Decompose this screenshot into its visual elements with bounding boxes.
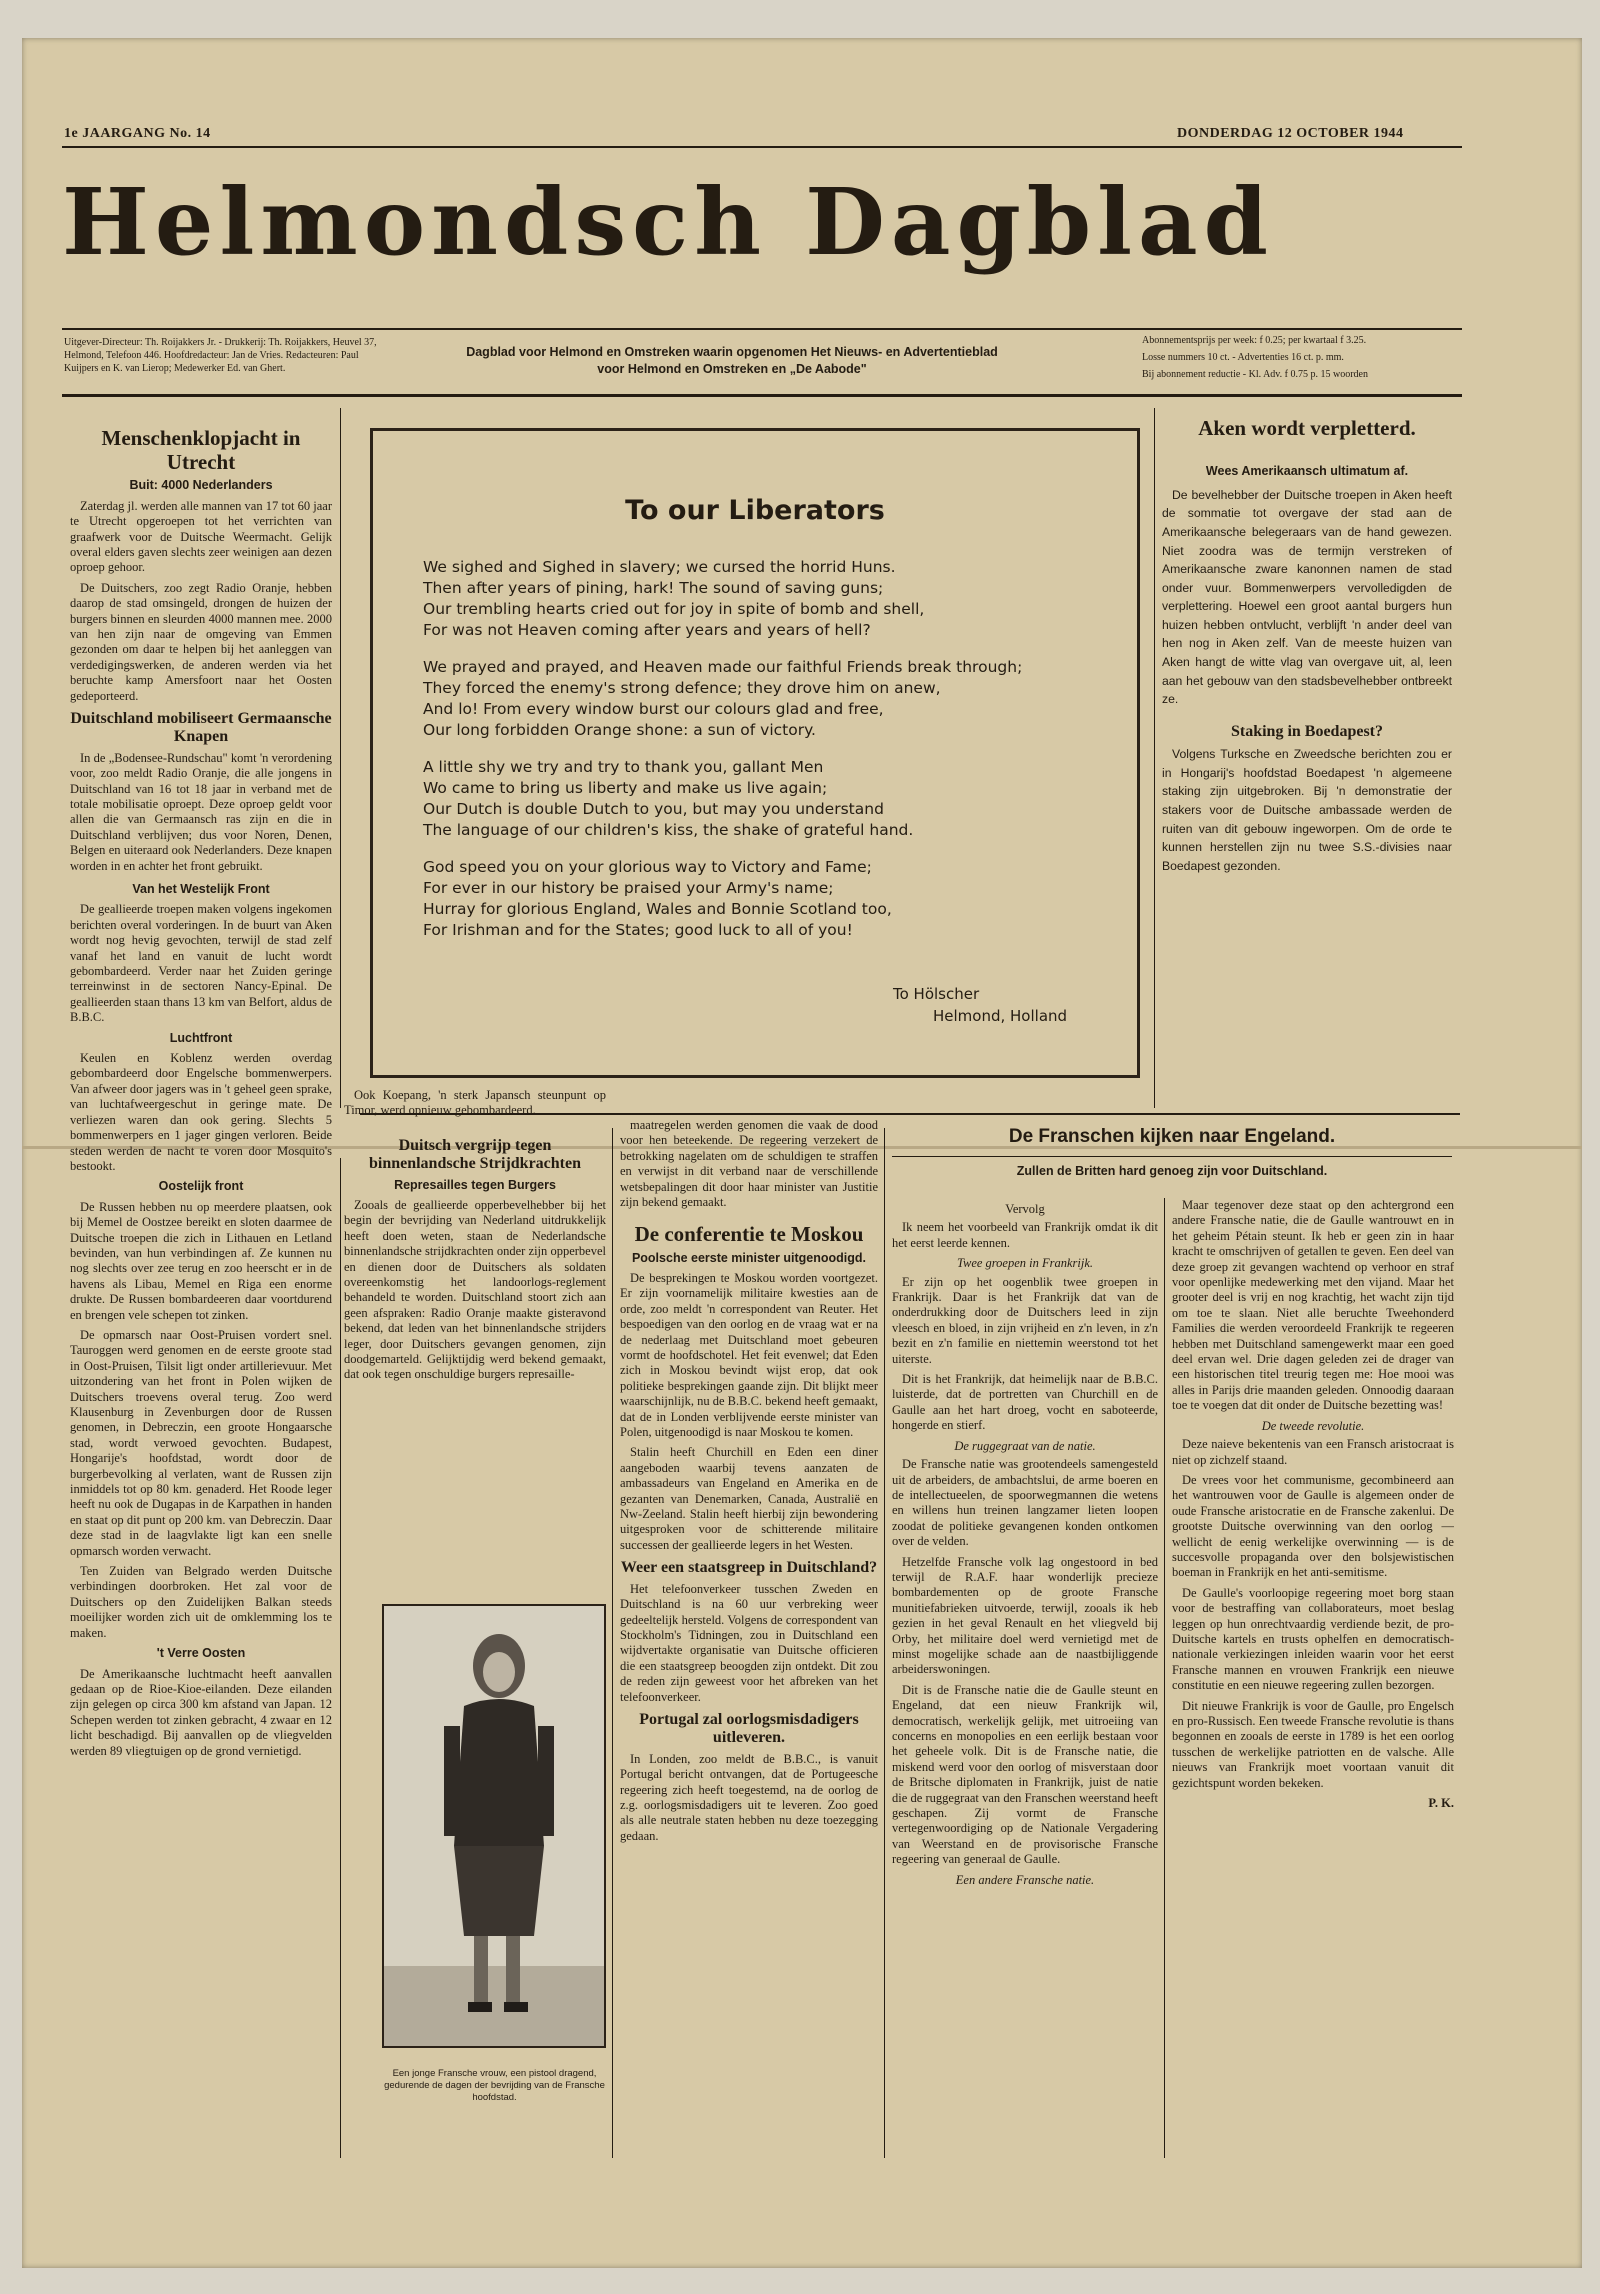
paragraph: Maar tegenover deze staat op den achtergrond een andere Fransche natie, die de Gaulle wantrouwt en in het geheim Pétain steunt. Ik heb er geen zin in haar kracht te omschrijven of getallen te geven. Een deel van deze groep zit gevangen wachtend op verhoor en straf voor openlijke medewerking met den vijand. Maar het grooter deel is vrij en nog krachtig, het wacht zijn tijd om toe te slaan. Niet alle beruchte Tweehonderd Families die werden veroordeeld Frankrijk te regeeren hebben met Duitschland samengewerkt maar een goed deel ervan wel. Drie dagen geleden zei de drager van een historischen titel treurig tegen me: Hoe mooi was alles in Parijs drie maanden geleden. Onnoodig daaraan toe te voegen dat dit onder de Duitsche bezetting was! (1172, 1198, 1454, 1413)
newspaper-page (22, 38, 1582, 2268)
poem-line: They forced the enemy's strong defence; they drove him on anew, (423, 679, 941, 697)
subheading-italic: De tweede revolutie. (1261, 1418, 1365, 1433)
paragraph: Zaterdag jl. werden alle mannen van 17 tot 60 jaar te Utrecht opgeroepen tot het verrichten van graafwerk voor de Duitsche Weermacht. Gelijk overal elders gaven slechts zeer weinigen aan dezen oproep gehoor. (70, 498, 332, 575)
france-column-1 (892, 1198, 1158, 2158)
headline-franschen: De Franschen kijken naar Engeland. (1008, 1126, 1336, 1147)
poem-line: For ever in our history be praised your Army's name; (423, 879, 834, 897)
paragraph: Ik neem het voorbeeld van Frankrijk omdat ik dit het eerst leerde kennen. (892, 1220, 1158, 1250)
headline-oostelijk-front: Oostelijk front (158, 1179, 244, 1194)
woman-figure-icon (384, 1606, 604, 2046)
paragraph: Ten Zuiden van Belgrado werden Duitsche verbindingen doorbroken. Het zal voor de Duitschers op den Zuidelijken Balkan steeds moeilijker worden zich uit de omklemming los te maken. (70, 1564, 332, 1640)
column-divider (1164, 1198, 1165, 2158)
headline-staatsgreep: Weer een staatsgreep in Duitschland? (620, 1559, 878, 1577)
subtitle-line-2: voor Helmond en Omstreken en „De Aabode" (597, 362, 867, 376)
paragraph: De geallieerde troepen maken volgens ingekomen berichten overal vorderingen. In de buurt van Aken wordt nog hevig gevochten, terwijl de stad zelf vanaf het land en vanuit de lucht wordt gebombardeerd. Verder naar het Zuiden geringe terreinwinst in de sectoren Nancy-Epinal. De geallieerden staan thans 13 km van Belfort, aldus de B.B.C. (70, 902, 332, 1025)
headline-conferentie-moskou: De conferentie te Moskou (634, 1222, 864, 1247)
subhead-poolsche-minister: Poolsche eerste minister uitgenoodigd. (631, 1250, 867, 1265)
photo-french-woman (382, 1604, 606, 2048)
poem-line: Our trembling hearts cried out for joy in spite of bomb and shell, (423, 600, 925, 618)
headline-utrecht: Menschenklopjacht in Utrecht (101, 426, 301, 475)
column-divider (340, 408, 341, 1108)
paragraph: maatregelen werden genomen die vaak de dood voor hen beteekende. De regeering verzekert de betrokking nagelaten om de schuldigen te straffen en verwijst in dit verband naar de verschillende wetsbepalingen dit door haar minister van Justitie zijn bekend gemaakt. (620, 1118, 878, 1210)
paragraph: De Russen hebben nu op meerdere plaatsen, ook bij Memel de Oostzee bereikt en sloten daarmee de Duitsche troepen die zich in Lithauen en Letland bevinden, van hun verbindingen af. Ze kunnen nu nog slechts over zee terug en zoo heerscht er in de havens als Libau, Memel en Riga een enorme drukte. De Russen bombardeeren daar voortdurend en brengen vele schepen tot zinken. (70, 1199, 332, 1322)
paragraph: Ook Koepang, 'n sterk Japansch steunpunt op Timor, werd opnieuw gebombardeerd. (344, 1088, 606, 1118)
price-line-1: Abonnementsprijs per week: f 0.25; per kwartaal f 3.25. (1142, 335, 1367, 346)
poem-line: And lo! From every window burst our colours glad and free, (423, 700, 884, 718)
headline-portugal: Portugal zal oorlogsmisdadigers uitleveren. (639, 1710, 859, 1747)
paragraph: De Fransche natie was grootendeels samengesteld uit de arbeiders, de ambachtslui, de arme boeren en de intellectueelen, de spoorwegmannen die wetens en willens hun treinen langzamer lieten loopen zoodat de politieke gevangenen konden ontkomen over de velden. (892, 1457, 1158, 1549)
paragraph: Dit nieuwe Frankrijk is voor de Gaulle, pro Engelsch en pro-Russisch. Een tweede Fransche revolutie is thans begonnen en zooals de eerste in 1789 is het een oorlog tusschen de werkelijke patriotten en de valsche. Alle nieuws van Frankrijk moet voortaan vanuit dit gezichtspunt worden bekeken. (1172, 1698, 1454, 1790)
headline-luchtfront: Luchtfront (169, 1030, 233, 1045)
headline-duitsch-vergrijp: Duitsch vergrijp tegen binnenlandsche Strijdkrachten (368, 1136, 582, 1173)
subhead-aken: Wees Amerikaansch ultimatum af. (1205, 464, 1409, 479)
paragraph: Stalin heeft Churchill en Eden een diner aangeboden waarbij tevens aanzaten de ambassadeurs van Engeland en Amerika en de gezanten van Denemarken, Canada, Australië en Nw-Zeeland. Stalin heeft hierbij zijn bewondering uitgesproken voor de schitterende militaire successen der geallieerde legers in het Westen. (620, 1445, 878, 1552)
paragraph: In de „Bodensee-Rundschau" komt 'n verordening voor, zoo meldt Radio Oranje, die alle jongens in Duitschland van 16 tot 18 jaar in verband met de totale mobilisatie oproept. Deze oproep geldt voor allen die van Germaansch ras zijn en die in Duitschland verblijven; dus voor Noren, Denen, Belgen en uiteraard ook Nederlanders. Deze knapen worden in en achter het front gebruikt. (70, 750, 332, 873)
price-info (1142, 334, 1462, 381)
paragraph: De Amerikaansche luchtmacht heeft aanvallen gedaan op de Rioe-Kioe-eilanden. Deze eilanden zijn gelegen op circa 300 km afstand van Japan. 12 Schepen werden tot zinken gebracht, 4 zwaar en 12 licht beschadigd. Bij aanvallen op de vliegvelden werden 89 vliegtuigen op de grond vernietigd. (70, 1666, 332, 1758)
subheading-italic: Een andere Fransche natie. (955, 1872, 1095, 1887)
poem-signature (893, 983, 1067, 1027)
poem-stanza (423, 557, 1113, 641)
poem-stanza (423, 657, 1113, 741)
headline-mobiliseert: Duitschland mobiliseert Germaansche Knapen (70, 709, 332, 746)
article-signature: P. K. (1428, 1796, 1454, 1811)
poem-line: Hurray for glorious England, Wales and Bonnie Scotland too, (423, 900, 892, 918)
jaargang-number: 1e JAARGANG No. 14 (64, 126, 211, 141)
paragraph: Dit is het Frankrijk, dat heimelijk naar de B.B.C. luisterde, dat de portretten van Churchill en de Gaulle aan het hart droeg, vocht en saboteerde, hongerde en stierf. (892, 1372, 1158, 1433)
price-line-3: Bij abonnement reductie - Kl. Adv. f 0.75 p. 15 woorden (1142, 369, 1368, 380)
paragraph: De bevelhebber der Duitsche troepen in Aken heeft de sommatie tot overgave der stad aan de Amerikaansche belegeraars van de hand gewezen. Niet zoodra was de termijn verstreken of Amerikaansche zware kanonnen namen de stad onder vuur. Bommenwerpers vervolledigden de verplettering. Hoewel een groot aantal burgers hun huizen hebben ontvlucht, verblijft 'n ander deel van hen nog in Aken zelf. Van de meeste huizen van Aken hangt de witte vlag van overgave uit, al, leen aan het gebouw van den stadsbevelhebber ontbreekt ze. (1162, 487, 1452, 707)
subhead-utrecht: Buit: 4000 Nederlanders (129, 478, 273, 493)
masthead-title: Helmondsch Dagblad (62, 168, 1274, 276)
article-column-middle (620, 1118, 878, 2158)
headline-boedapest: Staking in Boedapest? (1230, 722, 1384, 740)
article-column-middle-left (344, 1088, 606, 1598)
headline-aken: Aken wordt verpletterd. (1198, 416, 1416, 440)
paragraph: De vrees voor het communisme, gecombineerd aan het wantrouwen voor de Gaulle is algemeen onder de oude Fransche aristocratie en de Fransche zakenlui. De grootste Duitsche overwinning van den oorlog — wellicht de eenig werkelijke overwinning — is de succesvolle propaganda over den bolsjewistischen boeman in Frankrijk en het anti-semitisme. (1172, 1472, 1454, 1580)
poem-text (423, 557, 1113, 957)
paragraph: Dit is de Fransche natie die de Gaulle steunt en Engeland, dat een nieuw Frankrijk wil, democratisch, werkelijk gelijk, met uitroeiing van concerns en monopolies en een eerlijk bestaan voor het geheele volk. Dit is de Fransche natie, die miskend werd voor den oorlog of misverstaan door de Britsche diplomaten in Frankrijk, juist de natie die de ruggegraat van den Franschen weerstand heeft geschapen. Zij vormt de Fransche vertegenwoordiging op de Nationale Vergadering van Weerstand en de provisorische Fransche regeering van generaal de Gaulle. (892, 1682, 1158, 1867)
paragraph: Zooals de geallieerde opperbevelhebber bij het begin der bevrijding van Nederland uitdrukkelijk heeft doen weten, staan de Nederlandsche binnenlandsche strijdkrachten onder zijn opperbevel en dienen door de Duitschers als soldaten overeenkomstig het landoorlogs-reglement behandeld te worden. Duitschland stoort zich aan geen afspraken: Radio Oranje maakte gisteravond bekend, dat leden van het binnenlandsche strijders leger, door Duitschers gevangen genomen, zijn doodgemarteld. Gelijktijdig werd bekend gemaakt, dat ook tegen onschuldige burgers represaille- (344, 1198, 606, 1382)
paragraph: Er zijn op het oogenblik twee groepen in Frankrijk. Daar is het Frankrijk dat van de onderdrukking door de Duitschers leed in zijn vleesch en bloed, in zijn vrijheid en z'n leven, in z'n bezit en z'n familie en niettemin weerstond tot het uiterste. (892, 1274, 1158, 1366)
column-divider (1154, 408, 1155, 1108)
column-divider (340, 1158, 341, 2158)
poem-stanza (423, 757, 1113, 841)
headline-verre-oosten: 't Verre Oosten (156, 1646, 246, 1661)
poem-line: Wo came to bring us liberty and make us live again; (423, 779, 828, 797)
paragraph: De Gaulle's voorloopige regeering moet borg staan voor de bestraffing van collaborateurs, moet beslag leggen op hun onrechtvaardig verdiende bezit, de pro-Duitsche kartels en trusts ophelfen en democratisch-nationale verkiezingen inleiden waarin voor het eerst Fransche mannen en vrouwen Frankrijk een nieuwe constitutie en een nieuwe regeering zullen bezorgen. (1172, 1585, 1454, 1693)
publisher-info: Uitgever-Directeur: Th. Roijakkers Jr. - Drukkerij: Th. Roijakkers, Heuvel 37, Helmond, Telefoon 446. Hoofdredacteur: Jan de Vries. Redacteuren: Paul Kuijpers en K. van Lierop; Medewerker Ed. van Ghert. (64, 337, 377, 374)
paragraph: De Duitschers, zoo zegt Radio Oranje, hebben daarop de stad omsingeld, drongen de huizen der burgers binnen en sleurden 4000 mannen mee. 2000 van hen zijn naar de omgeving van Emmen gezonden om daar te helpen bij het aanleggen van verdedigingswerken, de anderen werden via het beruchte kamp Amersfoort naar het Oosten gedeporteerd. (70, 580, 332, 703)
subheading-italic: De ruggegraat van de natie. (954, 1438, 1096, 1453)
headline-rule (892, 1156, 1452, 1157)
paragraph: De besprekingen te Moskou worden voortgezet. Er zijn voornamelijk militaire kwesties aan de orde, zoo meldt 'n correspondent van Reuter. Het bespoedigen van den oorlog en de vraag wat er na de nederlaag met Duitschland moet gebeuren vormt de hoofdschotel. Het feit evenwel; dat Eden zich in Moskou bevindt wijst erop, dat ook politieke besprekingen gaande zijn. Dit blijkt meer waarschijnlijk, nu de B.B.C. bekend heeft gemaakt, dat de in Londen verblijvende eerste minister van Polen, uitgenoodigd is naar Moskou te komen. (620, 1270, 878, 1440)
article-column-left (70, 388, 332, 2158)
signature-name: To Hölscher (893, 985, 980, 1003)
column-divider (612, 1128, 613, 2158)
issue-date: DONDERDAG 12 OCTOBER 1944 (1177, 126, 1404, 141)
poem-line: God speed you on your glorious way to Victory and Fame; (423, 858, 872, 876)
signature-place: Helmond, Holland (933, 1007, 1068, 1025)
france-column-2 (1172, 1198, 1454, 2158)
photo-caption: Een jonge Fransche vrouw, een pistool dragend, gedurende de dagen der bevrijding van de Fransche hoofdstad. (384, 2068, 605, 2103)
paragraph: Hetzelfde Fransche volk lag ongestoord in bed terwijl de R.A.F. haar wonderlijk precieze bombardementen op de groote Fransche munitiefabrieken uitvoerde, terwijl, zooals ik heb gezien in het geval Renault en het vliegveld bij Orby, het militaire doel werd vernietigd met de minst mogelijke schade aan de naastbijliggende arbeiderswoningen. (892, 1554, 1158, 1677)
top-rule (62, 146, 1462, 148)
poem-line: Our long forbidden Orange shone: a sun of victory. (423, 721, 816, 739)
poem-title: To our Liberators (625, 495, 885, 526)
price-line-2: Losse nummers 10 ct. - Advertenties 16 ct. p. mm. (1142, 352, 1344, 363)
paragraph: De opmarsch naar Oost-Pruisen vordert snel. Tauroggen werd genomen en de eerste groote stad in Oost-Pruisen, Tilsit ligt onder artillerievuur. Met uitzondering van het front in Polen wijken de Duitschers troevens overal terug. Zoo werd Klausenburg in Zevenburgen door de Russen genomen, in Debreczin, een groote Hongaarsche stad, wordt verwoed gevochten. Budapest, Hongarije's hoofdstad, wordt door de burgerbevolking al verlaten, want de Russen zijn inmiddels tot op 80 km. genaderd. Het Roode leger heeft nu ook de Dugapas in de Karpathen in handen en staat op dit punt op 200 km. van Debreczin. Daar deze stad in de laagvlakte ligt kan een snelle opmarsch worden verwacht. (70, 1327, 332, 1558)
paragraph: Deze naieve bekentenis van een Fransch aristocraat is niet op zichzelf staand. (1172, 1437, 1454, 1467)
masthead-subtitle (402, 344, 1062, 378)
poem-line: We sighed and Sighed in slavery; we cursed the horrid Huns. (423, 558, 896, 576)
poem-line: For was not Heaven coming after years and years of hell? (423, 621, 871, 639)
paragraph: Het telefoonverkeer tusschen Zweden en Duitschland is na 60 uur verbreking weer gedeeltelijk hersteld. Volgens de correspondent van Stockholm's Tidningen, zou in Duitschland een wijdvertakte organisatie van Duitsche officieren die een staatsgreep beoogden zijn ontdekt. Dit zou de reden zijn geweest voor het afbreken van het telefoonverkeer. (620, 1581, 878, 1704)
poem-stanza (423, 857, 1113, 941)
paragraph: Keulen en Koblenz werden overdag gebombardeerd door Engelsche bommenwerpers. Van afweer door jagers was in 't geheel geen sprake, van luchtafweergeschut in geringe mate. De verliezen waren dan ook gering. Slechts 5 bommenwerpers en 1 jager gingen verloren. Beide steden werden de nacht te voren door Mosquito's bestookt. (70, 1051, 332, 1173)
subhead-britten: Zullen de Britten hard genoeg zijn voor Duitschland. (1016, 1164, 1328, 1178)
poem-line: Then after years of pining, hark! The sound of saving guns; (423, 579, 884, 597)
subhead-represailles: Represailles tegen Burgers (394, 1177, 556, 1192)
poem-line: We prayed and prayed, and Heaven made our faithful Friends break through; (423, 658, 1023, 676)
vervolg-label: Vervolg (1005, 1202, 1045, 1216)
poem-line: The language of our children's kiss, the shake of grateful hand. (423, 821, 914, 839)
subtitle-line-1: Dagblad voor Helmond en Omstreken waarin opgenomen Het Nieuws- en Advertentieblad (466, 345, 998, 359)
column-divider (884, 1128, 885, 2158)
headline-westelijk-front: Van het Westelijk Front (132, 882, 270, 896)
masthead-rule (62, 328, 1462, 330)
poem-line: A little shy we try and try to thank you, gallant Men (423, 758, 824, 776)
subheading-italic: Twee groepen in Frankrijk. (956, 1256, 1094, 1271)
poem-box (370, 428, 1140, 1078)
paragraph: Volgens Turksche en Zweedsche berichten zou er in Hongarij's hoofdstad Boedapest 'n algemeene staking zijn uitgebroken. Bij 'n demonstratie der stakers voor de Duitsche ambassade werden de ruiten van dit gebouw ingeworpen. Om de orde te kunnen herstellen zijn nu twee S.S.-divisies naar Boedapest gezonden. (1162, 747, 1452, 873)
poem-line: For Irishman and for the States; good luck to all of you! (423, 921, 853, 939)
article-column-right (1162, 408, 1452, 1108)
poem-line: Our Dutch is double Dutch to you, but may you understand (423, 800, 884, 818)
paragraph: In Londen, zoo meldt de B.B.C., is vanuit Portugal bericht ontvangen, dat de Portugeesche regeering zich heeft toegestemd, na de oorlog de z.g. oorlogsmisdadigers uit te leveren. Zoo goed als alle neutrale staten hebben nu deze toezegging gedaan. (620, 1751, 878, 1843)
